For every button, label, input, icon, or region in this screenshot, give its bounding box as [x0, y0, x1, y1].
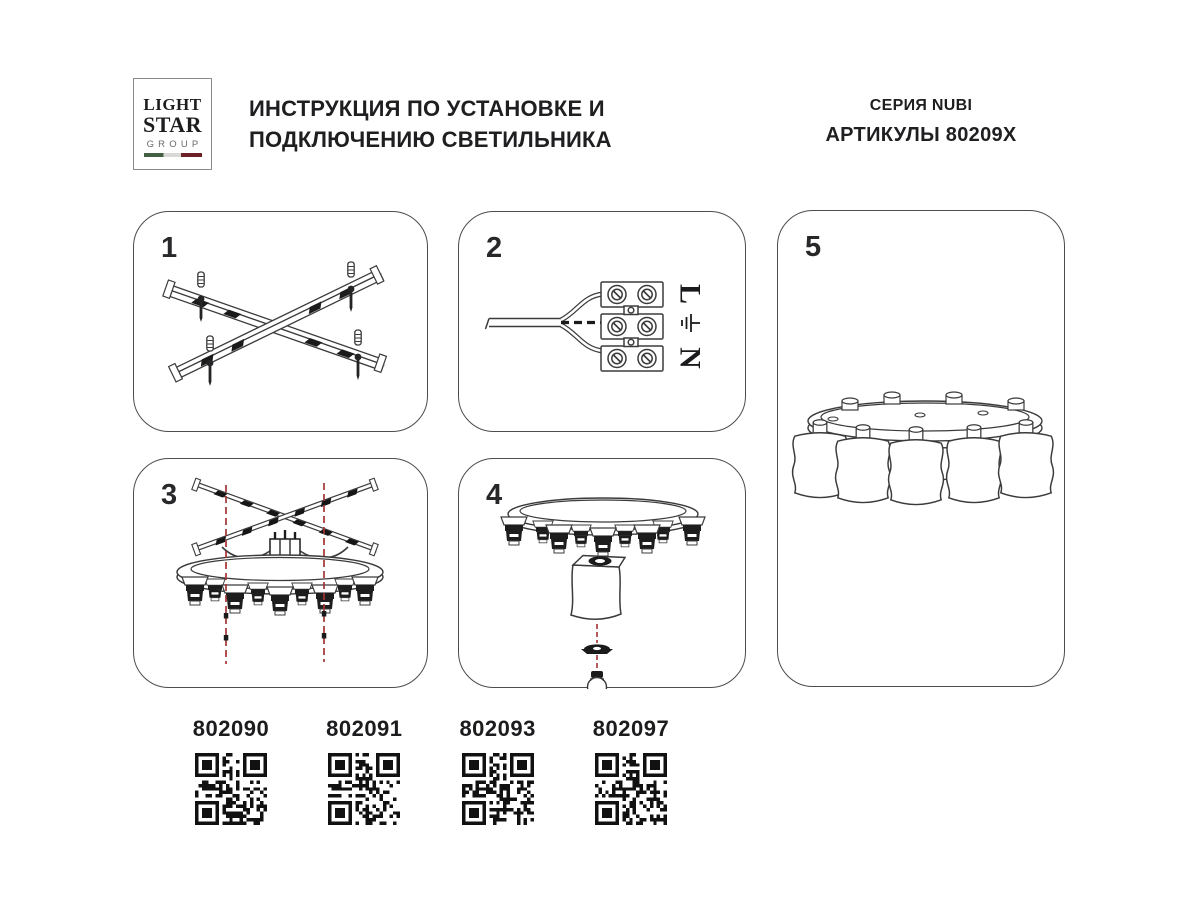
qr-code	[195, 753, 267, 825]
page-title	[249, 93, 612, 155]
step-number-2: 2	[486, 232, 503, 264]
logo-tricolor-bar	[144, 153, 202, 157]
step-2-panel	[458, 211, 746, 432]
article-code: 802090	[192, 716, 270, 741]
article-code: 802097	[592, 716, 670, 741]
series-block	[800, 97, 1042, 147]
step5-assembled-fixture-diagram	[778, 211, 1066, 688]
logo-word-group: GROUP	[146, 138, 203, 150]
title-line-2: ПОДКЛЮЧЕНИЮ СВЕТИЛЬНИКА	[249, 127, 612, 153]
qr-code	[595, 753, 667, 825]
article-802091	[314, 716, 414, 825]
live-terminal-label: L	[673, 283, 707, 305]
articles-heading: АРТИКУЛЫ 80209X	[825, 124, 1017, 146]
title-line-1: ИНСТРУКЦИЯ ПО УСТАНОВКЕ И	[249, 96, 605, 121]
step4-shade-and-bulb-diagram	[459, 459, 747, 689]
step-3-panel	[133, 458, 428, 688]
series-name: СЕРИЯ NUBI	[869, 97, 973, 114]
step-number-4: 4	[486, 479, 503, 511]
step-4-panel	[458, 458, 746, 688]
step3-hanging-alignment-diagram	[134, 459, 429, 689]
earth-icon	[682, 314, 700, 332]
article-code: 802091	[326, 716, 403, 741]
qr-code	[462, 753, 534, 825]
neutral-terminal-label: N	[673, 347, 707, 369]
step-number-1: 1	[161, 232, 178, 264]
step-number-5: 5	[805, 231, 822, 263]
logo-word-star: STAR	[142, 111, 203, 137]
qr-code	[328, 753, 400, 825]
article-code: 802093	[459, 716, 536, 741]
step-5-panel	[777, 210, 1065, 687]
lightstar-logo	[133, 78, 212, 170]
article-802093	[448, 716, 548, 825]
step-number-3: 3	[161, 479, 178, 511]
article-802097	[581, 716, 681, 825]
step1-cross-bracket-diagram	[134, 212, 429, 433]
step-1-panel	[133, 211, 428, 432]
logo-word-light: LIGHT	[143, 94, 202, 114]
article-list	[181, 716, 681, 825]
step2-wiring-diagram	[459, 212, 747, 433]
article-802090	[181, 716, 281, 825]
